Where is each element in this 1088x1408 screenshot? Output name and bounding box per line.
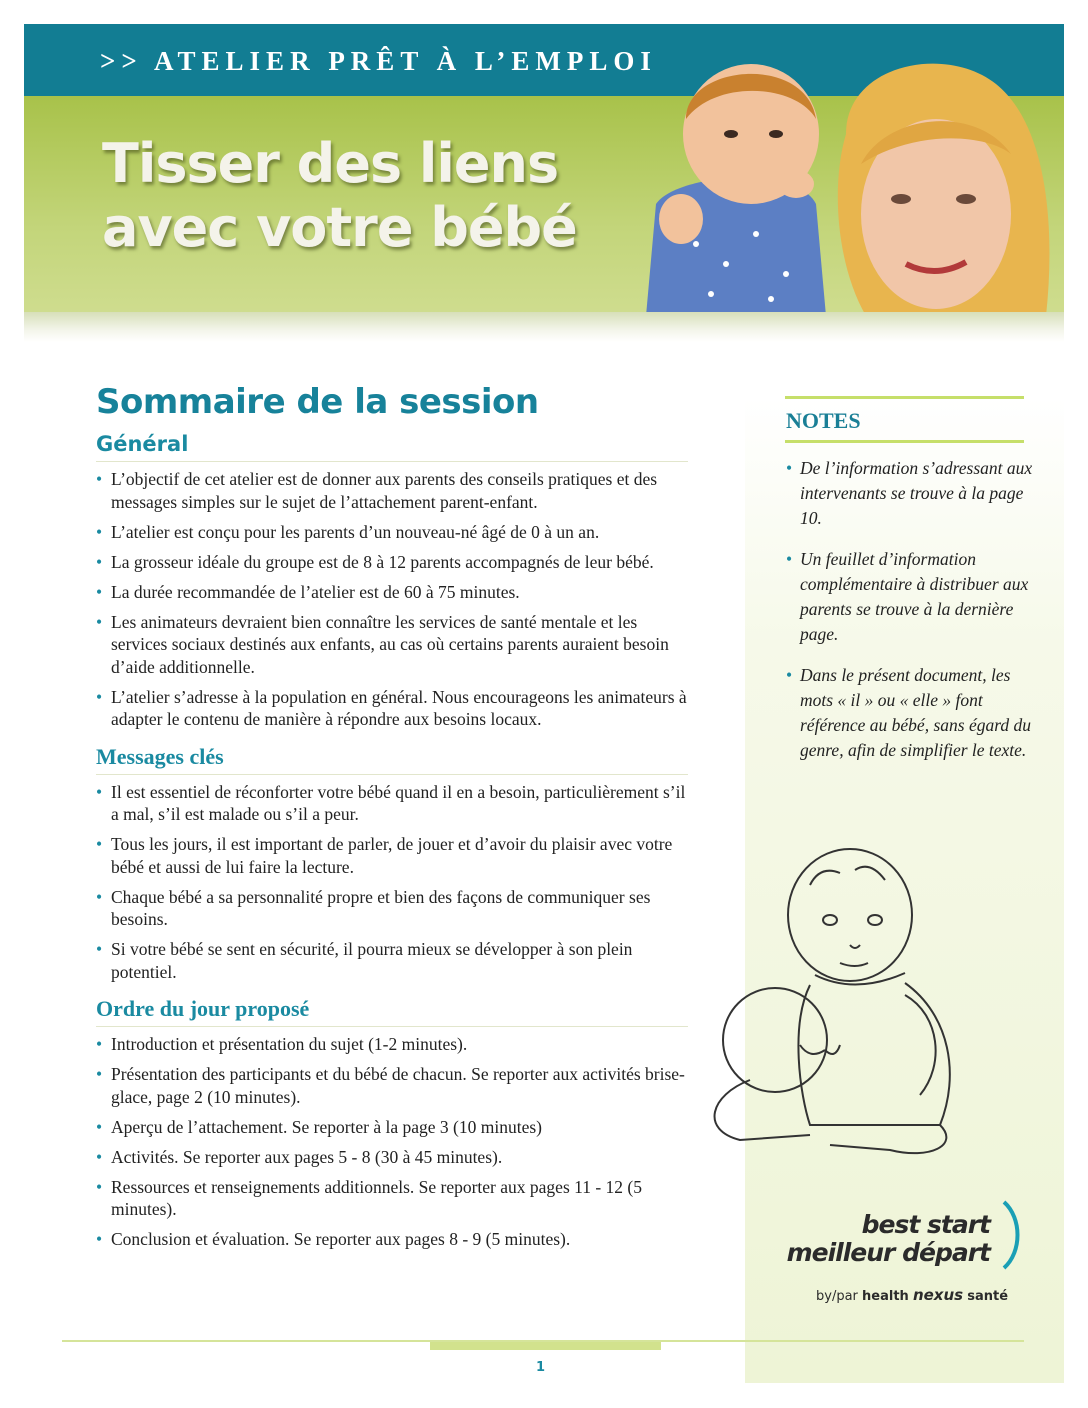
list-item: • L’atelier s’adresse à la population en général. Nous encourageons les animateurs à adapter le contenu de manière à répondre aux besoins locaux. (96, 686, 688, 731)
title-line-1: Tisser des liens (102, 132, 559, 195)
section-heading: Général (96, 428, 688, 462)
list-item: • Activités. Se reporter aux pages 5 - 8 (30 à 45 minutes). (96, 1146, 688, 1169)
section-agenda (96, 993, 688, 1251)
page-title: Sommaire de la session (96, 382, 539, 422)
section-list (96, 468, 688, 731)
section-list (96, 781, 688, 984)
list-item: • Aperçu de l’attachement. Se reporter à la page 3 (10 minutes) (96, 1116, 688, 1139)
notes-list (786, 456, 1036, 779)
list-item: • Les animateurs devraient bien connaître les services de santé mentale et les services sociaux destinés aux enfants, au cas où certains parents auraient besoin d’aide additionnelle. (96, 611, 688, 679)
list-item: • Présentation des participants et du bébé de chacun. Se reporter aux activités brise-glace, page 2 (10 minutes). (96, 1063, 688, 1108)
section-list (96, 1033, 688, 1251)
section-general (96, 428, 688, 731)
logo-line-1: best start (861, 1210, 990, 1239)
list-item: • Conclusion et évaluation. Se reporter aux pages 8 - 9 (5 minutes). (96, 1228, 688, 1251)
document-title (102, 132, 577, 260)
section-heading: Ordre du jour proposé (96, 993, 688, 1027)
logo-org-sante: santé (967, 1289, 1009, 1304)
list-item: • Si votre bébé se sent en sécurité, il pourra mieux se développer à son plein potentiel. (96, 938, 688, 983)
mother-baby-illustration (616, 24, 1064, 316)
list-item: • La durée recommandée de l’atelier est de 60 à 75 minutes. (96, 581, 688, 604)
notes-title: NOTES (786, 408, 861, 433)
notes-item: • Un feuillet d’information complémentaire à distribuer aux parents se trouve à la dernière page. (786, 547, 1036, 647)
title-line-2: avec votre bébé (102, 196, 577, 259)
main-content (96, 380, 688, 1258)
banner-shadow (24, 312, 1064, 342)
best-start-logo (786, 1200, 1040, 1310)
footer-accent-bar (430, 1342, 661, 1350)
baby-line-drawing (690, 845, 990, 1165)
section-heading: Messages clés (96, 741, 688, 775)
list-item: • L’atelier est conçu pour les parents d’un nouveau-né âgé de 0 à un an. (96, 521, 688, 544)
list-item: • Ressources et renseignements additionnels. Se reporter aux pages 11 - 12 (5 minutes). (96, 1176, 688, 1221)
list-item: • Tous les jours, il est important de parler, de jouer et d’avoir du plaisir avec votre bébé et aussi de lui faire la lecture. (96, 833, 688, 878)
logo-by-text: by/par (816, 1289, 858, 1304)
logo-org-nexus: nexus (912, 1286, 964, 1304)
list-item: • La grosseur idéale du groupe est de 8 à 12 parents accompagnés de leur bébé. (96, 551, 688, 574)
page-number: 1 (536, 1360, 546, 1375)
logo-org-health: health (862, 1289, 909, 1304)
banner-label: >> ATELIER PRÊT À L’EMPLOI (100, 46, 657, 76)
notes-item: • De l’information s’adressant aux intervenants se trouve à la page 10. (786, 456, 1036, 531)
notes-rule-top (785, 396, 1024, 399)
list-item: • Il est essentiel de réconforter votre bébé quand il en a besoin, particulièrement s’il a mal, s’il est malade ou s’il a peur. (96, 781, 688, 826)
list-item: • L’objectif de cet atelier est de donner aux parents des conseils pratiques et des messages simples sur le sujet de l’attachement parent-enfant. (96, 468, 688, 513)
notes-item: • Dans le présent document, les mots « il » ou « elle » font référence au bébé, sans égard du genre, afin de simplifier le texte. (786, 663, 1036, 763)
logo-byline (816, 1286, 1008, 1304)
notes-rule-bottom (785, 440, 1024, 443)
logo-bracket-icon (998, 1200, 1026, 1270)
section-key-messages (96, 741, 688, 984)
list-item: • Introduction et présentation du sujet (1-2 minutes). (96, 1033, 688, 1056)
logo-line-2: meilleur départ (786, 1238, 990, 1267)
list-item: • Chaque bébé a sa personnalité propre et bien des façons de communiquer ses besoins. (96, 886, 688, 931)
